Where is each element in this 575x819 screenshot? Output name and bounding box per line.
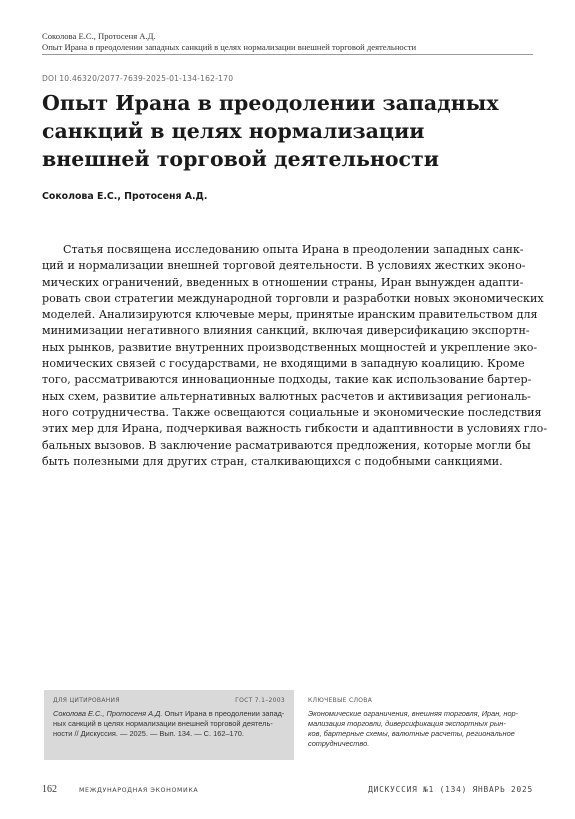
abstract-line: моделей. Анализируются ключевые меры, принятые иранским правительством для <box>42 308 538 322</box>
abstract-line: того, рассматриваются инновационные подходы, такие как использование бартер- <box>42 373 532 387</box>
title-line: санкций в целях нормализации <box>42 119 425 143</box>
abstract-line: номических связей с государствами, не входящими в западную коалицию. Кроме <box>42 357 525 371</box>
page-footer <box>42 784 533 798</box>
citation-line-rest: Опыт Ирана в преодолении запад- <box>162 709 285 718</box>
abstract-line: мических ограничений, введенных в отношении страны, Иран вынужден адапти- <box>42 275 524 289</box>
keywords-line: мализация торговли, диверсификация экспортных рын- <box>308 719 506 728</box>
title-line: внешней торговой деятельности <box>42 147 439 171</box>
running-head-title: Опыт Ирана в преодолении западных санкций в целях нормализации внешней торговой деятельности <box>42 41 417 52</box>
keywords-line: ков, бартерные схемы, валютные расчеты, региональное <box>308 729 515 738</box>
keywords-line: сотрудничество. <box>308 739 370 748</box>
abstract-line: ного сотрудничества. Также освещаются социальные и экономические последствия <box>42 405 542 419</box>
page-number: 162 <box>42 784 57 795</box>
abstract-line: минимизации негативного влияния санкций, включая диверсификацию экспортн- <box>42 324 530 338</box>
keywords-label: КЛЮЧЕВЫЕ СЛОВА <box>308 697 373 704</box>
running-head <box>42 31 542 52</box>
abstract-line: Статья посвящена исследованию опыта Ирана в преодолении западных санк- <box>63 243 524 256</box>
section-name: МЕЖДУНАРОДНАЯ ЭКОНОМИКА <box>79 787 199 794</box>
article-authors: Соколова Е.С., Протосеня А.Д. <box>42 191 208 202</box>
citation-authors: Соколова Е.С., Протосеня А.Д. <box>53 709 163 718</box>
abstract-line: ций и нормализации внешней торговой деятельности. В условиях жестких эконо- <box>42 259 526 273</box>
citation-standard: ГОСТ 7.1–2003 <box>235 697 285 704</box>
article-title <box>42 89 542 173</box>
keywords-line: Экономические ограничения, внешняя торговля, Иран, нор- <box>308 709 519 718</box>
abstract-line: ных рынков, развитие внутренних производственных мощностей и укрепление эко- <box>42 340 538 354</box>
citation-line: ности // Дискуссия. — 2025. — Вып. 134. — С. 162–170. <box>53 729 244 738</box>
citation-line: ных санкций в целях нормализации внешней торговой деятель- <box>53 719 273 728</box>
keywords-text <box>308 709 538 749</box>
citation-line <box>53 709 288 719</box>
abstract-line: ных схем, развитие альтернативных валютных расчетов и активизация региональ- <box>42 389 531 403</box>
running-head-authors: Соколова Е.С., Протосеня А.Д. <box>42 31 156 41</box>
doi-label: DOI 10.46320/2077-7639-2025-01-134-162-170 <box>42 74 234 83</box>
abstract-line: быть полезными для других стран, сталкивающихся с подобными санкциями. <box>42 454 503 468</box>
abstract-line: бальных вызовов. В заключение расматриваются предложения, которые могли бы <box>42 438 531 452</box>
title-line: Опыт Ирана в преодолении западных <box>42 91 499 115</box>
citation-text <box>53 709 288 739</box>
header-divider <box>42 54 533 55</box>
citation-label: ДЛЯ ЦИТИРОВАНИЯ <box>53 697 120 704</box>
abstract-line: ровать свои стратегии международной торговли и разработки новых экономических <box>42 291 544 305</box>
abstract-line: этих мер для Ирана, подчеркивая важность гибкости и адаптивности в условиях гло- <box>42 422 548 436</box>
abstract <box>42 242 548 470</box>
journal-issue: ДИСКУССИЯ №1 (134) ЯНВАРЬ 2025 <box>368 785 533 794</box>
citation-box <box>44 690 294 760</box>
